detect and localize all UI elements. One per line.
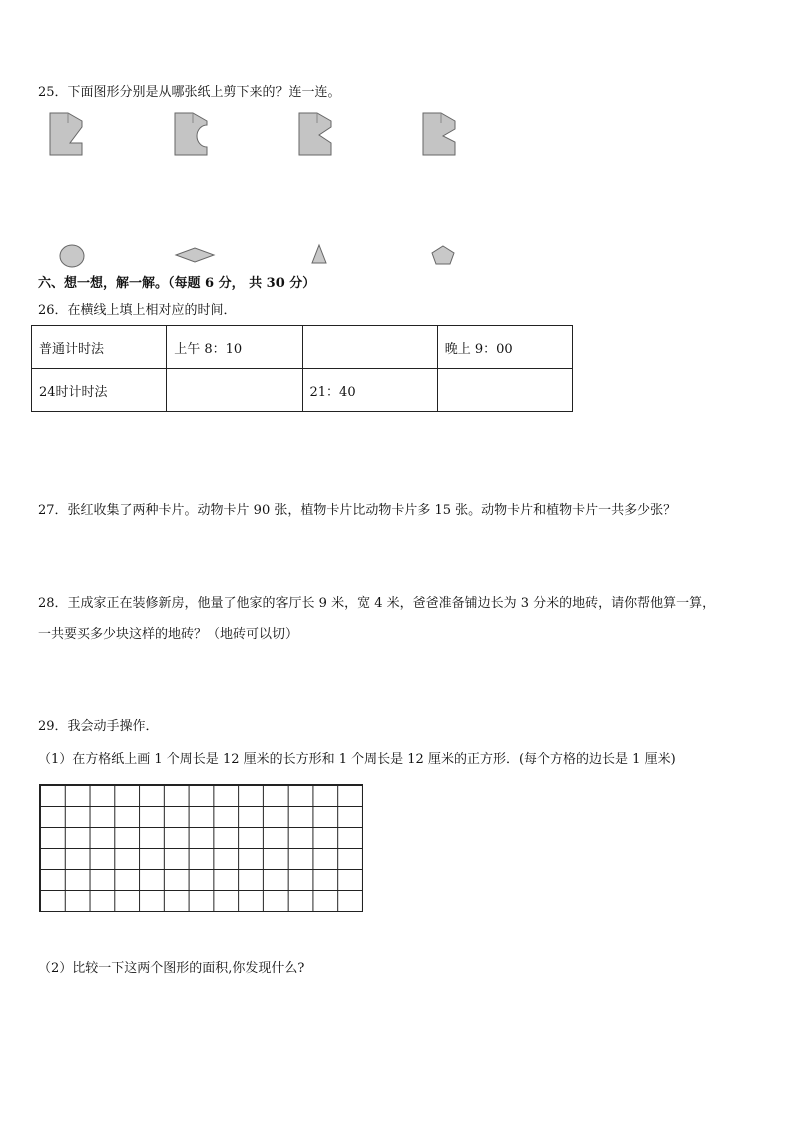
table-cell: 21：40 [302,369,437,412]
folded-paper-shape-notch-icon [297,111,335,157]
question-29-part-1: （1）在方格纸上画 1 个周长是 12 厘米的长方形和 1 个周长是 12 厘米的正方形．(每个方格的边长是 1 厘米) [38,752,676,767]
question-28-line-2: 一共要买多少块这样的地砖？（地砖可以切） [38,627,299,642]
table-row [32,369,573,412]
answer-cell[interactable] [437,369,572,412]
pentagon-shape-icon [430,244,456,266]
answer-cell[interactable] [302,326,437,369]
table-row [32,326,573,369]
question-29-part-2: （2）比较一下这两个图形的面积,你发现什么? [38,961,305,976]
table-cell: 晚上 9：00 [437,326,572,369]
folded-paper-shape-c-icon [173,111,211,157]
answer-cell[interactable] [167,369,302,412]
circle-shape-icon [58,243,86,269]
question-26-text: 26．在横线上填上相对应的时间． [38,303,237,318]
rhombus-shape-icon [174,246,216,264]
time-conversion-table [31,325,573,412]
table-cell: 上午 8：10 [167,326,302,369]
folded-paper-shape-triangle-notch-icon [421,111,459,157]
question-27-text: 27．张红收集了两种卡片。动物卡片 90 张，植物卡片比动物卡片多 15 张。动物卡片和植物卡片一共多少张？ [38,503,677,518]
square-grid-paper[interactable] [39,784,363,912]
folded-paper-shape-z-icon [48,111,84,157]
question-28-line-1: 28．王成家正在装修新房，他量了他家的客厅长 9 米，宽 4 米，爸爸准备铺边长为 3 分米的地砖，请你帮他算一算， [38,596,716,611]
table-cell: 普通计时法 [32,326,167,369]
table-cell: 24时计时法 [32,369,167,412]
section-6-heading: 六、想一想，解一解。（每题 6 分， 共 30 分） [38,276,316,291]
triangle-shape-icon [309,243,329,265]
question-25-text: 25．下面图形分别是从哪张纸上剪下来的？连一连。 [38,85,341,100]
question-29-text: 29．我会动手操作． [38,719,159,734]
